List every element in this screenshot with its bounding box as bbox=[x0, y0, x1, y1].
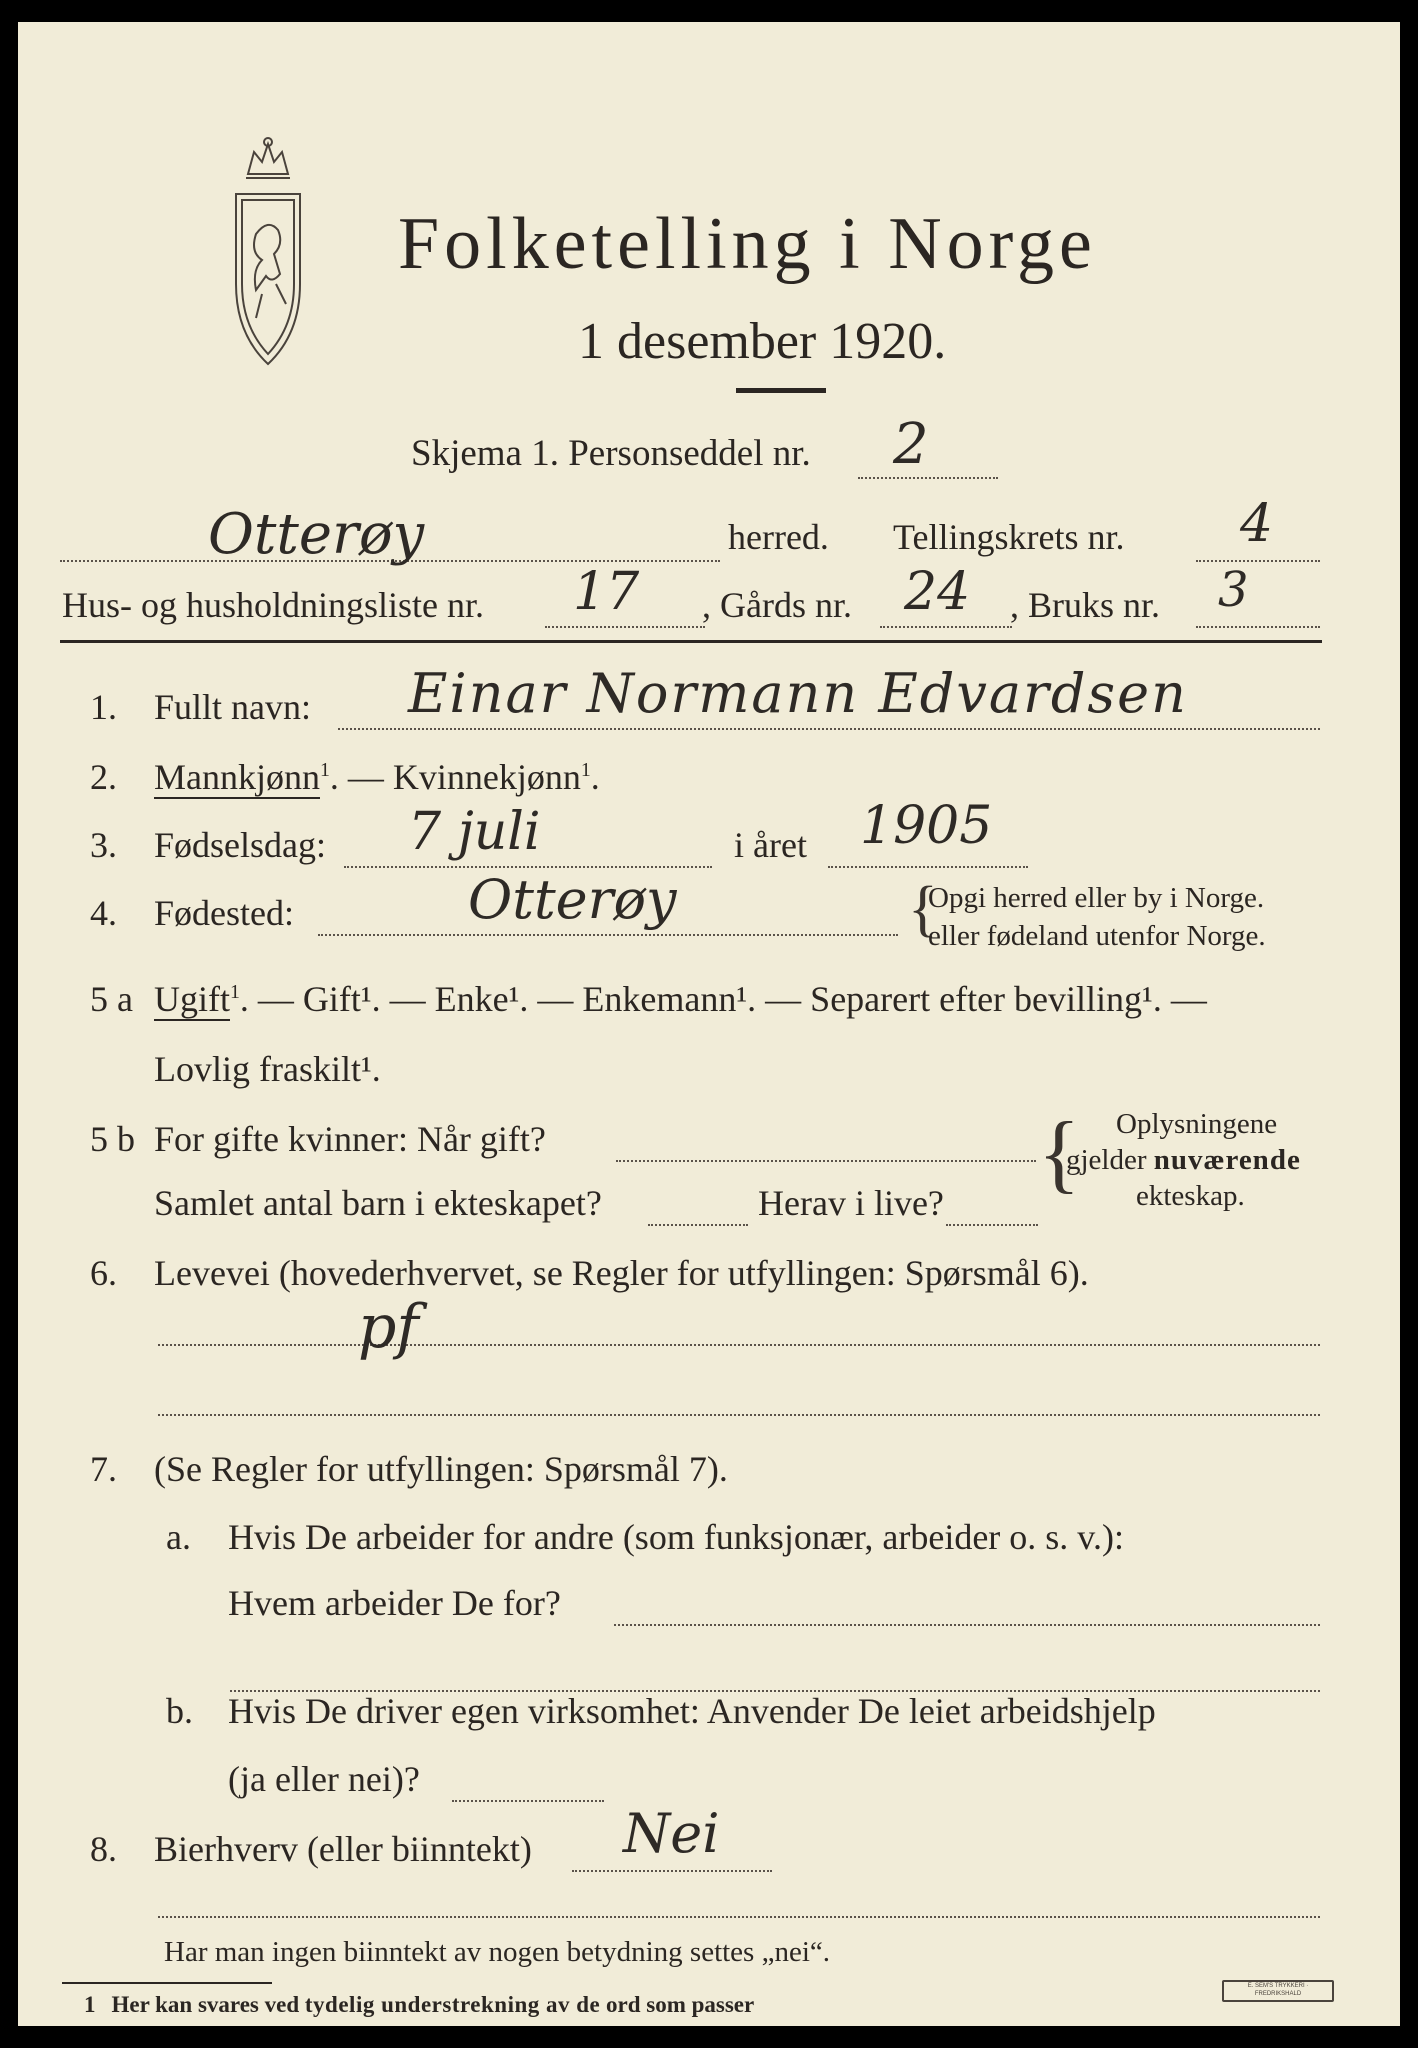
q7-number: 7. bbox=[90, 1449, 117, 1489]
birthplace-note-2: eller fødeland utenfor Norge. bbox=[928, 920, 1266, 952]
marriage-note-3: ekteskap. bbox=[1136, 1180, 1245, 1212]
birth-year-field[interactable]: 1905 bbox=[860, 796, 993, 856]
husliste-field[interactable]: 17 bbox=[573, 562, 640, 622]
children-total-field[interactable] bbox=[648, 1224, 748, 1226]
birthplace-field[interactable]: Otterøy bbox=[468, 868, 677, 931]
female-option[interactable]: Kvinnekjønn bbox=[392, 757, 581, 797]
q7a-label-1: Hvis De arbeider for andre (som funksjonær, arbeider o. s. v.): bbox=[228, 1517, 1124, 1557]
footnote: 1 Her kan svares ved tydelig understrekning av de ord som passer bbox=[84, 1992, 755, 2017]
header-divider bbox=[60, 640, 1322, 643]
full-name-label: Fullt navn: bbox=[154, 687, 312, 727]
side-income-label: Bierhverv (eller biinntekt) bbox=[154, 1829, 532, 1869]
q8-number: 8. bbox=[90, 1829, 117, 1869]
birthplace-note-1: Opgi herred eller by i Norge. bbox=[928, 882, 1265, 914]
tellingskrets-label: Tellingskrets nr. bbox=[893, 517, 1125, 557]
marriage-note-1: Oplysningene bbox=[1116, 1108, 1278, 1140]
q2-number: 2. bbox=[90, 757, 117, 797]
census-form bbox=[18, 22, 1400, 2026]
form-title: Folketelling i Norge bbox=[398, 203, 1097, 285]
q7-label: (Se Regler for utfyllingen: Spørsmål 7). bbox=[154, 1449, 728, 1489]
personseddel-number[interactable]: 2 bbox=[893, 412, 929, 477]
footnote-divider bbox=[62, 1982, 272, 1984]
children-total-label: Samlet antal barn i ekteskapet? bbox=[154, 1183, 602, 1223]
birthplace-note-brace: { bbox=[908, 875, 938, 943]
q7b-label-2: (ja eller nei)? bbox=[228, 1759, 420, 1799]
q5b-number: 5 b bbox=[90, 1119, 135, 1159]
birthday-field[interactable]: 7 juli bbox=[408, 802, 541, 862]
coat-of-arms-emblem bbox=[226, 134, 310, 374]
side-income-field[interactable]: Nei bbox=[623, 1802, 720, 1865]
birthday-label: Fødselsdag: bbox=[154, 825, 327, 865]
bruks-field[interactable]: 3 bbox=[1218, 562, 1249, 618]
municipality-field[interactable]: Otterøy bbox=[208, 502, 425, 567]
side-income-note: Har man ingen biinntekt av nogen betydning settes „nei“. bbox=[164, 1936, 831, 1968]
q7a-label-2: Hvem arbeider De for? bbox=[228, 1583, 561, 1623]
married-when-field[interactable] bbox=[616, 1160, 1036, 1162]
hired-help-field[interactable] bbox=[452, 1800, 604, 1802]
married-when-label: For gifte kvinner: Når gift? bbox=[154, 1119, 546, 1159]
bruks-label: , Bruks nr. bbox=[1010, 585, 1161, 625]
occupation-field[interactable]: pf bbox=[358, 1292, 419, 1362]
q3-number: 3. bbox=[90, 825, 117, 865]
q4-number: 4. bbox=[90, 893, 117, 933]
q5a-number: 5 a bbox=[90, 979, 133, 1019]
birth-year-label: i året bbox=[734, 825, 807, 865]
title-divider bbox=[736, 388, 826, 393]
children-alive-label: Herav i live? bbox=[758, 1183, 944, 1223]
children-alive-field[interactable] bbox=[946, 1224, 1038, 1226]
printer-stamp: E. SEM'S TRYKKERI · FREDRIKSHALD bbox=[1222, 1980, 1334, 2002]
divorced-option[interactable]: Lovlig fraskilt¹. bbox=[154, 1049, 381, 1089]
male-option[interactable]: Mannkjønn bbox=[154, 757, 320, 797]
census-date: 1 desember 1920. bbox=[578, 313, 947, 370]
full-name-field[interactable]: Einar Normann Edvardsen bbox=[408, 662, 1188, 725]
husliste-label: Hus- og husholdningsliste nr. bbox=[62, 585, 485, 625]
marriage-note-2: gjelder nuværende bbox=[1066, 1144, 1301, 1176]
q7a-number: a. bbox=[166, 1517, 191, 1557]
occupation-label: Levevei (hovederhvervet, se Regler for utfyllingen: Spørsmål 6). bbox=[154, 1253, 1089, 1293]
herred-label: herred. bbox=[728, 517, 829, 557]
marital-options: Ugift$^1$. — Gift¹. — Enke¹. — Enkemann¹. — Separert efter bevilling¹. — bbox=[154, 979, 1207, 1019]
tellingskrets-field[interactable]: 4 bbox=[1240, 494, 1274, 554]
q7b-number: b. bbox=[166, 1691, 193, 1731]
sex-options: Mannkjønn$^1$. — Kvinnekjønn$^1$. bbox=[154, 757, 600, 797]
q1-number: 1. bbox=[90, 687, 117, 727]
gards-label: , Gårds nr. bbox=[702, 585, 852, 625]
employer-field[interactable] bbox=[614, 1624, 1320, 1626]
q6-number: 6. bbox=[90, 1253, 117, 1293]
unmarried-option[interactable]: Ugift bbox=[154, 979, 230, 1019]
schema-label: Skjema 1. Personseddel nr. bbox=[411, 433, 811, 474]
gards-field[interactable]: 24 bbox=[904, 562, 971, 622]
marriage-note-brace: { bbox=[1038, 1105, 1081, 1202]
q7b-label-1: Hvis De driver egen virksomhet: Anvender De leiet arbeidshjelp bbox=[228, 1691, 1156, 1731]
birthplace-label: Fødested: bbox=[154, 893, 294, 933]
